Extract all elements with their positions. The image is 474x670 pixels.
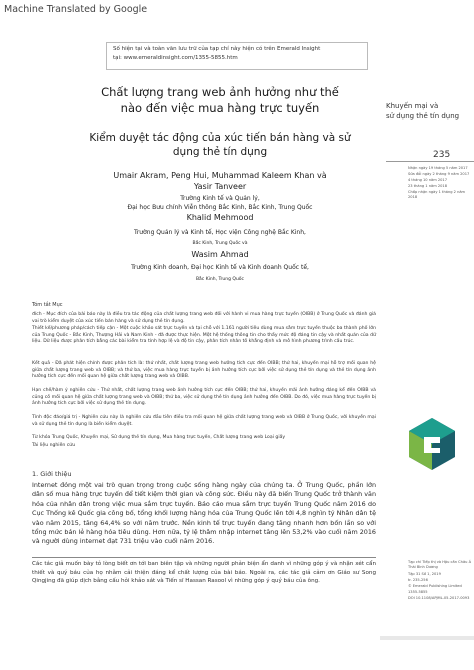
sidebar-divider xyxy=(386,161,474,162)
affiliation-1-line-2: Đại học Bưu chính Viễn thông Bắc Kinh, Bắc Kinh, Trung Quốc xyxy=(127,204,313,211)
machine-translation-banner: Machine Translated by Google xyxy=(4,4,148,15)
abstract-findings: Kết quả - Đã phát hiện chính được phân tích là: thứ nhất, chất lượng trang web hưởng tích cực đến OIBB; thứ hai, khuyến mại hỗ trợ mối quan hệ giữa chất lượng trang web và OIBB; và thứ ba, việc mua hàng trực tuyến bị ảnh hưởng tích cực bởi việc sử dụng thẻ tín dụng và thẻ tín dụng ảnh hưởng tích cực đến mối quan hệ giữa chất lượng trang web và OIBB. xyxy=(32,361,376,380)
intro-paragraph: Internet đóng một vai trò quan trọng trong cuộc sống hàng ngày của chúng ta. Ở Trung Quốc, phần lớn dân số mua hàng trực tuyến để tiết kiệm thời gian và công sức. Điều này đã biến Trung Quốc trở thành văn hóa của nhân dân trong việc mua sắm trực tuyến. Báo cáo mua sắm trực tuyến Trung Quốc năm 2016 do Cục Thống kê Quốc gia công bố, tổng khối lượng hàng hóa của Trung Quốc lên tới 4,8 nghìn tỷ Nhân dân tệ vào năm 2015, tăng 64,4% so với năm trước. Nền kinh tế trực tuyến đang tăng nhanh hơn bốn lần so với tổng mức bán lẻ hàng hóa tiêu dùng. Hơn nữa, tỷ lệ thâm nhập internet tăng lên 53,2% vào cuối năm 2016 và người dùng internet đạt 731 triệu vào cuối năm 2016. xyxy=(32,481,376,546)
article-title xyxy=(70,84,370,116)
page-footer-strip xyxy=(380,636,474,640)
publisher: © Emerald Publishing Limited xyxy=(408,584,462,588)
authors-line-1: Umair Akram, Peng Hui, Muhammad Kaleem Khan và xyxy=(113,171,327,180)
revised-date: Sửa đổi ngày 2 tháng 9 năm 2017 xyxy=(408,172,470,176)
affiliation-3-line-1: Trường Kinh doanh, Đại học Kinh tế và Kinh doanh Quốc tế, xyxy=(131,264,309,271)
title-line-2: nào đến việc mua hàng trực tuyến xyxy=(120,101,320,115)
running-title xyxy=(386,101,474,121)
author-wasim: Wasim Ahmad xyxy=(191,250,249,259)
journal-name: Tạp chí Tiếp thị và Hậu cần Châu Á Thái Bình Dương xyxy=(408,560,472,569)
intro-heading: 1. Giới thiệu xyxy=(32,470,72,478)
journal-volume: Tập 31 Số 1, 2019 xyxy=(408,572,441,576)
crossref-check-logo-icon[interactable] xyxy=(407,417,457,471)
affiliation-2-line-1: Trường Quản lý và Kinh tế, Học viện Công nghệ Bắc Kinh, xyxy=(134,229,306,236)
abstract-value: Tính độc đáo/giá trị - Nghiên cứu này là nghiên cứu đầu tiên điều tra mối quan hệ giữa chất lượng trang web và OIBB ở Trung Quốc, với khuyến mại và sử dụng thẻ tín dụng là biến kiểm duyệt. xyxy=(32,415,376,427)
title-line-1: Chất lượng trang web ảnh hưởng như thế xyxy=(101,85,339,99)
acknowledgement-footnote: Các tác giả muốn bày tỏ lòng biết ơn tới ban biên tập và những người phản biện ẩn danh vì những góp ý và nhận xét cẩn thiết và quý báu của họ nhằm cải thiện đáng kể chất lượng của bài báo. Ngoài ra, các tác giả cảm ơn Giáo sư Song Qingjing đã giúp dịch bằng cấu hỏi khảo sát và Tiến sĩ Hassan Rasool vì những góp ý quý báu của ông. xyxy=(32,561,376,584)
notice-line-1: Số hiện tại và toàn văn lưu trữ của tạp chí này hiện có trên Emerald Insight xyxy=(113,46,321,52)
footnote-divider xyxy=(32,557,376,558)
running-title-line-1: Khuyến mại và xyxy=(386,102,439,110)
article-subtitle xyxy=(70,131,370,159)
issn: 1355-5855 xyxy=(408,590,428,594)
author-list xyxy=(70,170,370,192)
availability-notice xyxy=(106,42,368,70)
abstract-purpose: đích - Mục đích của bài báo này là điều tra tác động của chất lượng trang web đối với hành vi mua hàng trực tuyến (OIBB) ở Trung Quốc và đánh giá vai trò kiểm duyệt của xúc tiến bán hàng và sử dụng thẻ tín dụng. xyxy=(32,312,376,324)
abstract-design: Thiết kế/phương pháp/cách tiếp cận - Một cuộc khảo sát trực tuyến và tại chỗ với 1.161 người tiêu dùng mua sắm trực tuyến thuộc ba thành phố lớn của Trung Quốc - Bắc Kinh, Thượng Hải và Nam Kinh - đã được thực hiện. Một hệ thống thông tin cho thấy mức độ đáng tin cậy và nhất quán của dữ liệu. Dữ liệu được phân tích bằng các bài kiểm tra tính hợp lệ và độ tin cậy, phân tích nhân tố khẳng định và mô hình phương trình cấu trúc. xyxy=(32,326,376,345)
abstract-limitations: Hạn chế/hàm ý nghiên cứu - Thứ nhất, chất lượng trang web ảnh hưởng tích cực đến OIBB; thứ hai, khuyến mãi ảnh hưởng đáng kể đến OIBB và củng cố mối quan hệ giữa chất lượng trang web và OIBB; thứ ba, việc sử dụng thẻ tín dụng ảnh hưởng đến OIBB. Do đó, việc mua hàng trực tuyến bị ảnh hưởng tích cực bởi việc sử dụng thẻ tín dụng. xyxy=(32,388,376,407)
doi-link[interactable]: DOI 10.1108/APJML-05-2017-0093 xyxy=(408,596,470,600)
notice-line-2[interactable]: tại: www.emeraldinsight.com/1355-5855.htm xyxy=(113,55,238,61)
affiliation-1-line-1: Trường Kinh tế và Quản lý, xyxy=(180,195,260,202)
running-title-line-2: sử dụng thẻ tín dụng xyxy=(386,112,460,120)
abstract-keywords: Từ khóa Trung Quốc, Khuyến mại, Sử dụng thẻ tín dụng, Mua hàng trực tuyến, Chất lượng trang web Loại giấy xyxy=(32,435,286,440)
abstract-paper-type: Tài liệu nghiên cứu xyxy=(32,443,76,448)
accepted-date: Chấp nhận ngày 1 tháng 2 năm 2018 xyxy=(408,190,466,199)
author-khalid: Khalid Mehmood xyxy=(186,213,254,222)
affiliation-3-line-2: Bắc Kinh, Trung Quốc xyxy=(195,277,245,282)
affiliation-2-line-2: Bắc Kinh, Trung Quốc và xyxy=(192,241,248,246)
revised-date-2: 4 tháng 10 năm 2017 xyxy=(408,178,448,182)
affiliation-1 xyxy=(70,194,370,212)
authors-line-2: Yasir Tanveer xyxy=(193,182,247,191)
subtitle-line-1: Kiểm duyệt tác động của xúc tiến bán hàng và sử xyxy=(89,132,351,144)
page-number: 235 xyxy=(433,150,451,160)
abstract-heading: Tóm tắt Mục xyxy=(32,302,63,308)
received-date: Nhận ngày 19 tháng 5 năm 2017 xyxy=(408,166,468,170)
subtitle-line-2: dụng thẻ tín dụng xyxy=(172,146,268,158)
revised-date-3: 23 tháng 1 năm 2018 xyxy=(408,184,448,188)
journal-pages: tr. 235-256 xyxy=(408,578,428,582)
